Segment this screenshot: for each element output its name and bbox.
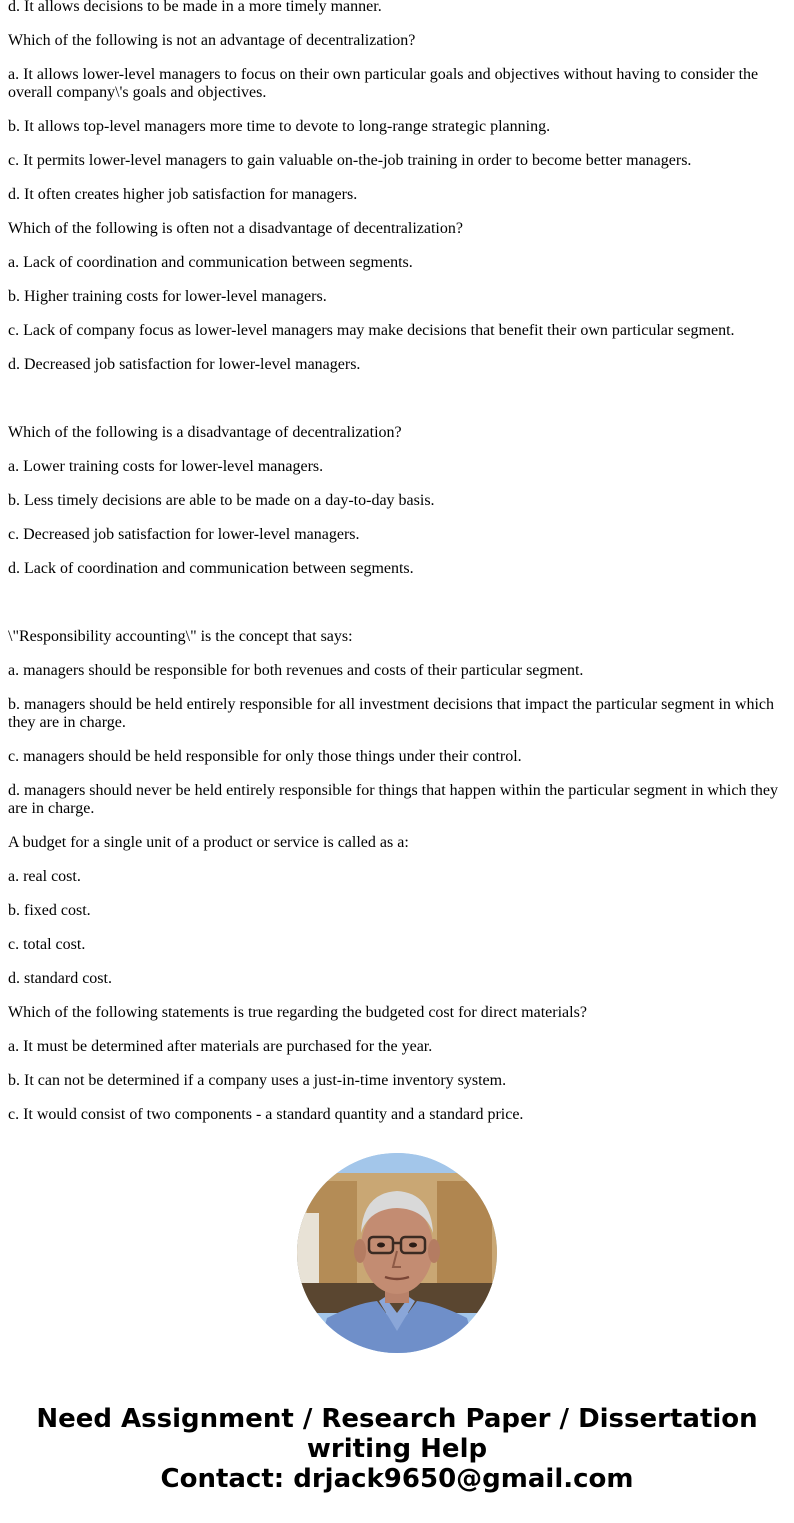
- answer-option: b. Less timely decisions are able to be made on a day-to-day basis.: [8, 492, 435, 509]
- question-list: [8, 0, 786, 1140]
- question-text: Which of the following is not an advantage of decentralization?: [8, 32, 416, 49]
- answer-option: a. managers should be responsible for both revenues and costs of their particular segment.: [8, 662, 584, 679]
- tutor-portrait-icon: [297, 1153, 497, 1353]
- cta-heading: Need Assignment / Research Paper / Dissertation writing Help: [36, 1404, 758, 1464]
- question-text: A budget for a single unit of a product or service is called as a:: [8, 834, 409, 851]
- answer-option: d. Lack of coordination and communication between segments.: [8, 560, 414, 577]
- answer-option: d. Decreased job satisfaction for lower-level managers.: [8, 356, 361, 373]
- answer-option: d. It allows decisions to be made in a more timely manner.: [8, 0, 382, 15]
- question-text: Which of the following is often not a disadvantage of decentralization?: [8, 220, 463, 237]
- answer-option: a. Lack of coordination and communication between segments.: [8, 254, 413, 271]
- answer-option: d. It often creates higher job satisfaction for managers.: [8, 186, 358, 203]
- answer-option: b. Higher training costs for lower-level managers.: [8, 288, 327, 305]
- answer-option: a. real cost.: [8, 868, 81, 885]
- avatar: [297, 1153, 497, 1353]
- answer-option: c. managers should be held responsible for only those things under their control.: [8, 748, 522, 765]
- contact-banner: [0, 1404, 794, 1494]
- answer-option: b. fixed cost.: [8, 902, 91, 919]
- blank-line: [8, 390, 786, 408]
- question-text: \"Responsibility accounting\" is the concept that says:: [8, 628, 353, 645]
- question-text: Which of the following is a disadvantage of decentralization?: [8, 424, 402, 441]
- answer-option: c. Decreased job satisfaction for lower-level managers.: [8, 526, 360, 543]
- answer-option: d. managers should never be held entirely responsible for things that happen within the particular segment in which they are in charge.: [8, 782, 779, 817]
- answer-option: a. It must be determined after materials are purchased for the year.: [8, 1038, 433, 1055]
- answer-option: c. It permits lower-level managers to gain valuable on-the-job training in order to become better managers.: [8, 152, 692, 169]
- blank-line: [8, 594, 786, 612]
- answer-option: c. It would consist of two components - a standard quantity and a standard price.: [8, 1106, 524, 1123]
- answer-option: c. Lack of company focus as lower-level managers may make decisions that benefit their own particular segment.: [8, 322, 735, 339]
- answer-option: b. It allows top-level managers more time to devote to long-range strategic planning.: [8, 118, 551, 135]
- answer-option: b. It can not be determined if a company uses a just-in-time inventory system.: [8, 1072, 507, 1089]
- question-text: Which of the following statements is true regarding the budgeted cost for direct materials?: [8, 1004, 587, 1021]
- answer-option: a. Lower training costs for lower-level managers.: [8, 458, 324, 475]
- answer-option: d. standard cost.: [8, 970, 112, 987]
- answer-option: c. total cost.: [8, 936, 86, 953]
- cta-contact-email: Contact: drjack9650@gmail.com: [160, 1464, 634, 1494]
- answer-option: a. It allows lower-level managers to focus on their own particular goals and objectives without having to consider the overall company\'s goals and objectives.: [8, 66, 759, 101]
- answer-option: b. managers should be held entirely responsible for all investment decisions that impact the particular segment in which they are in charge.: [8, 696, 775, 731]
